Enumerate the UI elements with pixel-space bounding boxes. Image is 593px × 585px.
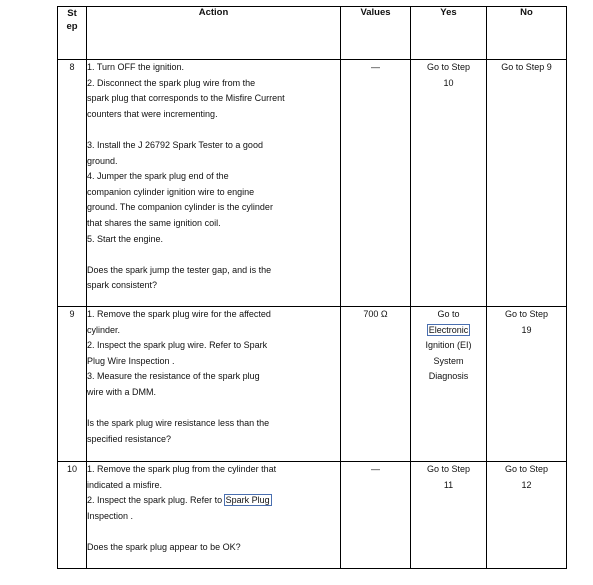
values-cell: — [341, 60, 411, 307]
yes-line: Go to Step [426, 62, 471, 72]
electronic-ignition-link[interactable] [411, 323, 486, 339]
step-number: 8 [58, 60, 87, 307]
table-row [58, 60, 567, 307]
action-header: Action [87, 7, 341, 60]
action-line: wire with a DMM. [87, 386, 157, 397]
action-line: 1. Remove the spark plug wire for the affected [87, 309, 271, 319]
step-header-line-1: St [67, 8, 77, 19]
action-line: spark plug that corresponds to the Misfire Current [87, 93, 285, 104]
yes-line: Diagnosis [428, 371, 469, 382]
action-line: Plug Wire Inspection . [87, 355, 175, 366]
action-question: spark consistent? [87, 280, 158, 291]
no-cell [487, 462, 567, 569]
spacer [87, 122, 340, 138]
no-line: Go to Step [504, 309, 549, 319]
action-line: 2. Inspect the spark plug wire. Refer to Spark [87, 340, 268, 351]
action-line: ground. The companion cylinder is the cylinder [87, 202, 273, 213]
action-line: 2. Disconnect the spark plug wire from the [87, 77, 256, 88]
action-line: that shares the same ignition coil. [87, 217, 221, 228]
values-header: Values [341, 7, 411, 60]
no-line: Go to Step 9 [501, 62, 552, 72]
action-line-with-link [87, 493, 340, 509]
action-line: companion cylinder ignition wire to engine [87, 186, 255, 197]
action-line: 1. Turn OFF the ignition. [87, 62, 185, 72]
no-cell [487, 60, 567, 307]
action-line: ground. [87, 155, 118, 166]
header-row [58, 7, 567, 60]
yes-cell [411, 462, 487, 569]
yes-line: 10 [443, 77, 454, 88]
action-cell [87, 462, 341, 569]
spacer [87, 247, 340, 263]
step-header [58, 7, 87, 60]
action-question: specified resistance? [87, 433, 172, 444]
action-line: Inspection . [87, 510, 134, 521]
yes-cell [411, 60, 487, 307]
no-header: No [487, 7, 567, 60]
yes-cell [411, 307, 487, 462]
action-line: cylinder. [87, 324, 121, 335]
step-number: 9 [58, 307, 87, 462]
action-question: Does the spark plug appear to be OK? [87, 541, 241, 552]
yes-line: Ignition (EI) [425, 340, 472, 351]
action-line: 3. Install the J 26792 Spark Tester to a good [87, 139, 263, 150]
action-line: 1. Remove the spark plug from the cylinder that [87, 464, 277, 474]
diagnostic-table [57, 6, 567, 569]
spark-plug-link[interactable]: Spark Plug [225, 495, 270, 506]
electronic-ignition-link-text[interactable]: Electronic [428, 324, 469, 335]
step-header-line-2: ep [66, 21, 78, 32]
action-cell [87, 307, 341, 462]
yes-line: Go to Step [426, 464, 471, 474]
no-cell [487, 307, 567, 462]
yes-line: Go to [437, 309, 460, 319]
yes-line: 11 [443, 479, 454, 490]
step-number: 10 [58, 462, 87, 569]
action-cell [87, 60, 341, 307]
table-row [58, 307, 567, 462]
yes-line: System [433, 355, 464, 366]
action-line: indicated a misfire. [87, 479, 163, 490]
yes-header: Yes [411, 7, 487, 60]
no-line: Go to Step [504, 464, 549, 474]
action-line: counters that were incrementing. [87, 108, 218, 119]
table-row [58, 462, 567, 569]
action-line: 4. Jumper the spark plug end of the [87, 171, 229, 182]
values-cell: 700 Ω [341, 307, 411, 462]
spacer [87, 401, 340, 417]
action-line: 3. Measure the resistance of the spark plug [87, 371, 260, 382]
action-question: Does the spark jump the tester gap, and is the [87, 264, 272, 275]
values-cell: — [341, 462, 411, 569]
action-line: 5. Start the engine. [87, 233, 164, 244]
no-line: 19 [521, 324, 532, 335]
no-line: 12 [521, 479, 532, 490]
action-text: 2. Inspect the spark plug. Refer to [87, 495, 225, 506]
spacer [87, 524, 340, 540]
action-question: Is the spark plug wire resistance less than the [87, 418, 270, 429]
